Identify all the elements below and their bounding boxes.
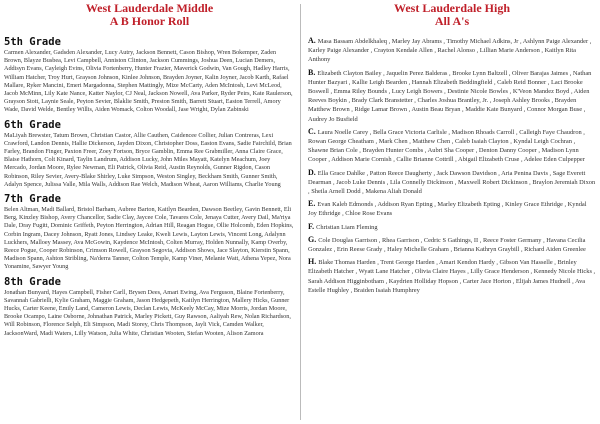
letter-group <box>308 257 596 295</box>
letter-group <box>308 235 596 254</box>
letter-group <box>308 222 596 232</box>
grade-names: Belen Altman, Madi Ballard, Bristol Barham, Aubree Barton, Kaitlyn Bearden, Dawson Beetley, Gavin Bennett, Eli Berg, Kinzley Bishop, Avery Chancellor, Sadie Clay, Jaycee Cole, Tavares Cole, Jenaya Cutter, Avery Dail, Ma'riya Dale, Dray Fugitt, Dominic Griffeth, Peyton Herrington, Adrian Hill, Reagan Hogue, Ollie Holcomb, Eden Hopkins, Corbin Ingram, Dacey Johnson, Ryatt Jones, Lindsey Leake, Kweli Lewis, Layton Lewis, Vincent Long, Adalynn Luckhers, Malloey Massey, Ava McGowin, Kaydence McIntosh, Colten Murray, Holden Nunnally, Kamp Overby, Reece Pogue, Cooper Robinson, Crimson Rowell, Grayson Segovia, Addison Shows, Jace Slayton, Kierstin Spann, Madison Spann, Ashton Stribling, Na'derra Tanner, Colton Temple, Kamp Viner, Melanie Watt, Athena Yepez, Nora Yonamine, Sawyer Young <box>4 206 294 271</box>
high-school-title: West Lauderdale High <box>393 1 510 15</box>
grade-section <box>4 193 295 272</box>
group-names: Masa Bassam Abdelkhaleq , Marley Jay Abrams , Timothy Michael Adkins, Jr , Ashlynn Paige Alexander , Karley Paige Alexander , Crayton Kendale Allen , Rachel Alonso , Lillian Marie Anderson , Kaitlyn Rita Anthony <box>308 38 592 64</box>
all-as-title: All A's <box>434 14 470 28</box>
group-letter: F. <box>308 221 315 231</box>
group-names: Laura Noelle Carey , Bella Grace Victoria Carlisle , Madison Rhoads Carroll , Calleigh Faye Chaudron , Rowan George Cheatham , Mark Chen , Matthew Chen , Caleb Isaiah Clayton , Kyndal Leigh Cochran , Shawne Brian Cole , Brayden Hunter Combs , Aubri Sha Cooper , Denton Danny Cooper , Madison Lynn Cooper , Addison Marie Cornish , Callie Brianne Cottrill , Abigail Elizabeth Cruse , Adelee Eden Culpepper <box>308 128 585 164</box>
group-names: Cole Douglas Garrison , Rhea Garrison , Cedric S Gathings, II , Reece Foster Germany , Havana Cecilia Gonzalez , Erin Reese Grady , Haley Michelle Graham , Brianna Kathryn Graybill , Richard Aiden Greenlee <box>308 236 586 254</box>
group-letter: H. <box>308 257 317 267</box>
group-letter: C. <box>308 126 316 136</box>
grade-heading: 6th Grade <box>4 118 61 131</box>
grade-section <box>4 276 295 338</box>
column-divider <box>300 4 301 420</box>
middle-school-column <box>4 0 295 341</box>
middle-school-header <box>4 0 295 28</box>
high-school-header <box>308 0 596 28</box>
grade-names: Jonathan Bunyard, Hayes Campbell, Fisher Carll, Brysen Dees, Amari Ewing, Ava Ferguson, Blaine Fortenberry, Savannah Gabrielli, Kylie Graham, Maggie Graham, Jason Hedgepeth, Kaitlyn Herrington, Mallery Hicks, Gunner Hucks, Carter Keene, Emily Land, Cameron Lewis, Declan Lewis, McKeely McCay, Mize Morris, Jordan Moore, Brooke Ocampo, Laine Osborne, Johnathan Patrick, Marley Pickett, Guy Rawson, Aaliyah Rew, Nolan Richardson, Will Robinson, Florence Selph, Eli Simpson, Madi Storey, Chris Thompson, Jayli Vick, Camden Walker, JacksonWard, Madi Waters, Lilly Watson, Julia White, Christian Wooten, Stefan Wooten, Alison Zamora <box>4 288 291 337</box>
group-letter: E. <box>308 199 316 209</box>
letter-group <box>308 199 596 218</box>
grade-section <box>4 119 295 189</box>
grade-names: MaLiyah Brewster, Tatum Brown, Christian Castor, Allie Cauthen, Caidencee Collier, Julian Contreras, Lexi Crawford, Landon Dennis, Hallie Dickerson, Jayden Dixon, Christopher Doss, Easton Evans, Sadie Fairchild, Brian Farley, Brandon Finger, Paxton Freer, Zoey Fortson, Bryce Gamblin, Emma Ree Grabmiller, Anna Claire Grace, Blaise Hathorn, Colt Kinard, Taylin Landrum, Addison Lucky, John Miles Mayatt, Katelyn Meachum, Joey Mercado, Jordan Moore, Rylee Newman, Eli Patrick, Olivia Reid, Austin Reynolds, Gunner Rigdon, Cason Robinson, Riley Sevier, Avery-Blake Shirley, Luke Simpson, Weston Singley, Beckham Smith, Gunner Smith, Adalyn Spence, Julissa Valle, Mila Walls, Addison Rae Welch, Madison Wheat, Aaron Williams, Charlie Young <box>4 131 292 188</box>
letter-group <box>308 168 596 197</box>
grade-heading: 8th Grade <box>4 275 61 288</box>
group-names: Elizabeth Clayton Bailey , Jaquelin Perez Balderas , Brooke Lynn Baltzell , Oliver Barajas Jaimes , Nathan Hunter Bazyari , Kallie Leigh Bearden , Hannah Elizabeth Beddingfield , Caleb Reid Bonner , Laci Brooke Boswell , Emma Riley Bounds , Lucy Leigh Bowers , Destinie Nicole Bowles , K'Veon Mandez Boyd , Aiden Reeves Boykin , Brady Clark Branstetter , Charles Joshua Brantley, Jr. , Joseph Ashley Brooks , Brayden Matthew Brown , Ridge Lamar Brown , Austin Beau Bryan , Maddie Kate Bunyard , Connor Morgan Buse , Audrey Jo Busfield <box>308 69 592 123</box>
group-letter: D. <box>308 167 316 177</box>
group-names: Blake Thomas Harden , Trent George Harden , Amari Kendon Hardy , Gibson Van Hasselle , Brinley Elizabeth Hatcher , Wyatt Lane Hatcher , Olivia Claire Hayes , Lilly Grace Henderson , Kennedy Nicole Hicks , Sarah Addison Higginbotham , Kaydrien Holliday Hopson , Carter Jace Horton , Elijah James Hudnell , Ava Estelle Hughley , Braiden Isaiah Humphrey <box>308 259 596 294</box>
group-names: Evan Kaleb Edmonds , Addison Ryan Epting , Marley Elizabeth Epting , Kinley Grace Ethridge , Kyndal Joy Ethridge , Chloe Rose Evans <box>308 201 587 218</box>
grade-section <box>4 36 295 115</box>
letter-group <box>308 68 596 124</box>
grade-heading: 7th Grade <box>4 193 61 206</box>
grade-heading: 5th Grade <box>4 36 61 48</box>
high-school-column <box>308 0 596 298</box>
middle-school-title: West Lauderdale Middle <box>85 1 214 15</box>
group-letter: G. <box>308 234 317 244</box>
grade-names: Carmen Alexander, Gadsden Alexander, Lucy Autry, Jackson Bennett, Cason Bishop, Wren Bokemper, Zaden Brown, Blayze Busbea, Levi Campbell, Anniston Clinton, Jackson Cummings, Joshua Deen, Lucian Demers, Addisyn Evans, Cayleigh Evins, Olivia Fortenberry, Hunter Frazier, Maverick Godwin, Van Gough, Hadley Harris, William Hatcher, Troy Hurt, Grayson Johnson, Kinlee Johnson, Brayden Joyner, Kalin Joyner, Jacob Karth, Rafael Mallare, Ryker Mancini, Emeri Margadonna, Stephen Mattingly, Mize McCarty, Aden McIntosh, Levi McLeod, Jacob McMinn, Lily Kate Nance, Katter Naylor, CJ Neal, Jackson Nowell, Ava Parker, Ryder Peirs, Kate Raulerson, Grayson Stott, Laynie Seale, Peyton Sevier, Blaklie Smith, Preston Smith, Barrett Stuart, Easton Terrell, Amory Wade, David Welde, Bentley Willis, Aiden Womack, Colton Woodall, Jase Wright, Dylan Zabinski <box>4 49 293 114</box>
group-names: Christian Liam Fleming <box>316 223 378 231</box>
letter-group <box>308 36 596 65</box>
letter-group <box>308 127 596 165</box>
honor-roll-title: A B Honor Roll <box>109 14 190 28</box>
group-letter: A. <box>308 36 316 45</box>
group-names: Ella Grace Dahlke , Patton Reece Daugherty , Jack Dawson Davidson , Aria Penina Davis , Sage Everett Dearman , Jacob Luke Dennis , Lila Connelly Dickinson , Maxwell Robert Dickinson , Braylon Jeremiah Dixon , Sheila Arnell Dodd , Makena Aliah Donald <box>308 169 596 196</box>
group-letter: B. <box>308 67 316 77</box>
